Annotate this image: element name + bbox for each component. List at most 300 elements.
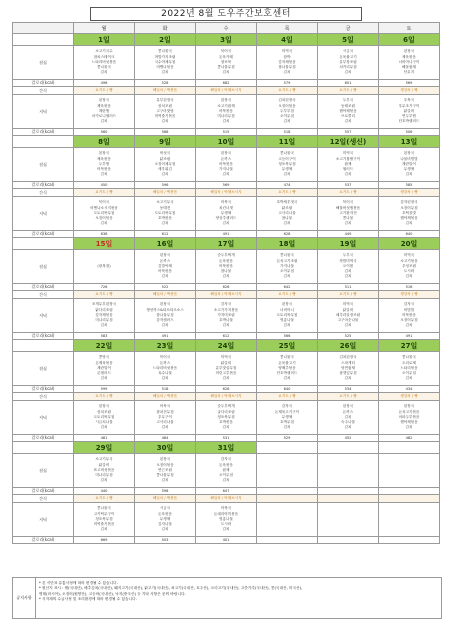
kcal-cell: 522 bbox=[135, 284, 196, 291]
dinner-cell bbox=[379, 197, 440, 231]
menu-item: 김치 bbox=[405, 172, 413, 177]
menu-item: 감자샐러드 bbox=[156, 318, 174, 323]
menu-item: 참나물무침 bbox=[278, 65, 296, 70]
kcal-cell: 481 bbox=[74, 435, 135, 442]
menu-item: 미역국 bbox=[281, 49, 293, 54]
menu-item: 돈육카레 bbox=[219, 54, 233, 59]
menu-item: 김치 bbox=[161, 425, 169, 430]
snack-row bbox=[13, 189, 440, 197]
menu-item: 김치 bbox=[344, 323, 352, 328]
kcal-cell: 449 bbox=[318, 231, 379, 238]
menu-item: 콩탕국 bbox=[98, 355, 110, 360]
menu-item: 김치 bbox=[405, 323, 413, 328]
menu-item: 스파게티 bbox=[341, 360, 355, 365]
menu-item: 북어국 bbox=[342, 200, 354, 205]
menu-item: 햄야채볶음 bbox=[400, 216, 418, 221]
date-cell: 11일 bbox=[257, 136, 318, 148]
menu-item: 연근조림 bbox=[158, 467, 172, 472]
menu-item: 제육볶음 bbox=[97, 103, 111, 108]
dinner-cell bbox=[379, 95, 440, 129]
kcal-cell: 534 bbox=[318, 386, 379, 393]
menu-item: 김치 bbox=[100, 425, 108, 430]
kcal-cell bbox=[318, 537, 379, 544]
menu-item: 생선까스&타르타르소스 bbox=[146, 307, 184, 312]
menu-item: 오징어볶음 bbox=[95, 216, 113, 221]
lunch-label: 점심 bbox=[13, 352, 74, 386]
menu-item: 계란찜 bbox=[98, 108, 110, 113]
menu-item: 치킨너겟 bbox=[219, 205, 233, 210]
date-row-label bbox=[13, 34, 74, 46]
menu-item: 돈데리야끼볶음 bbox=[213, 511, 239, 516]
menu-item: 김치 bbox=[405, 425, 413, 430]
menu-item: 된장국 bbox=[159, 302, 171, 307]
date-cell: 8일 bbox=[74, 136, 135, 148]
menu-item: 콘샐러드 bbox=[97, 371, 111, 376]
kcal-cell: 506 bbox=[379, 129, 440, 136]
dinner-cell bbox=[257, 299, 318, 333]
kcal-cell: 518 bbox=[135, 386, 196, 393]
snack-cell: 해일차 / 떡볶음 bbox=[135, 87, 196, 95]
menu-item: 미나리무침 bbox=[95, 318, 113, 323]
kcal-label: 칼로리(kcal) bbox=[13, 284, 74, 291]
menu-item: 고기완자전 bbox=[339, 210, 357, 215]
menu-item: 김치된장국 bbox=[278, 98, 296, 103]
kcal-cell: 537 bbox=[318, 182, 379, 189]
menu-item: 김치 bbox=[100, 527, 108, 532]
snack-label: 간식 bbox=[13, 87, 74, 95]
menu-item: 착밥가지조림 bbox=[154, 54, 176, 59]
menu-item: 삼치조림 bbox=[158, 103, 172, 108]
date-cell: 30일 bbox=[135, 442, 196, 454]
menu-item: 김치 bbox=[283, 425, 291, 430]
kcal-cell: 491 bbox=[135, 333, 196, 340]
snack-label: 간식 bbox=[13, 291, 74, 299]
lunch-label: 점심 bbox=[13, 454, 74, 488]
menu-item: 굴다리조림 bbox=[217, 409, 235, 414]
menu-item: 유부맛살무침 bbox=[215, 365, 237, 370]
kcal-label: 칼로리(kcal) bbox=[13, 231, 74, 238]
menu-item: 김치 bbox=[100, 221, 108, 226]
day-header-row bbox=[13, 23, 440, 34]
menu-item: 닭갈비 bbox=[220, 360, 232, 365]
header-blank bbox=[13, 23, 74, 34]
date-row-label bbox=[13, 442, 74, 454]
menu-item: 해물잡채 bbox=[402, 65, 416, 70]
kcal-cell bbox=[379, 537, 440, 544]
menu-item: 계란말이 bbox=[97, 365, 111, 370]
menu-item: 영롱나물 bbox=[280, 318, 294, 323]
snack-row bbox=[13, 87, 440, 95]
kcal-cell: 482 bbox=[379, 435, 440, 442]
menu-item: 김치 bbox=[222, 221, 230, 226]
menu-item: 닭다리조림 bbox=[95, 307, 113, 312]
dinner-label: 저녁 bbox=[13, 299, 74, 333]
snack-cell: 해일차 / 떡볶음 bbox=[135, 189, 196, 197]
kcal-cell: 640 bbox=[379, 231, 440, 238]
menu-item: 콩나물국 bbox=[280, 253, 294, 258]
menu-item: 미역국 bbox=[220, 355, 232, 360]
menu-item: 콩나물무침 bbox=[156, 473, 174, 478]
lunch-cell bbox=[379, 352, 440, 386]
lunch-cell bbox=[257, 352, 318, 386]
menu-item: 시금국 bbox=[159, 506, 171, 511]
dinner-row bbox=[13, 95, 440, 129]
kcal-row bbox=[13, 333, 440, 340]
menu-item: 어린고추볶음 bbox=[215, 371, 237, 376]
menu-item: 햄야채볶음 bbox=[339, 108, 357, 113]
menu-item: 시금치나물 bbox=[95, 420, 113, 425]
dinner-cell bbox=[196, 503, 257, 537]
dinner-cell bbox=[74, 503, 135, 537]
menu-item: 연두부찜 bbox=[402, 114, 416, 119]
date-cell: 19일 bbox=[318, 238, 379, 250]
date-row bbox=[13, 442, 440, 454]
menu-item: 된장국 bbox=[403, 49, 415, 54]
menu-item: 김치 bbox=[283, 221, 291, 226]
menu-item: 된장국 bbox=[98, 98, 110, 103]
menu-item: 김치 bbox=[222, 478, 230, 483]
menu-item: 숙주나물 bbox=[341, 420, 355, 425]
menu-item: 무생채 bbox=[403, 167, 415, 172]
dinner-cell bbox=[135, 299, 196, 333]
menu-item: 호박볶음 bbox=[158, 216, 172, 221]
menu-item: 동태조림 bbox=[341, 103, 355, 108]
day-header: 토 bbox=[379, 23, 440, 34]
lunch-cell bbox=[196, 46, 257, 80]
date-row-label bbox=[13, 238, 74, 250]
menu-item: 돈까스 bbox=[220, 156, 232, 161]
menu-item: 감자국 bbox=[220, 302, 232, 307]
kcal-label: 칼로리(kcal) bbox=[13, 386, 74, 393]
menu-item: 두부찜 bbox=[98, 161, 110, 166]
menu-item: 고등어구이 bbox=[278, 156, 296, 161]
dinner-label: 저녁 bbox=[13, 503, 74, 537]
date-cell bbox=[318, 442, 379, 454]
menu-item: 어묵볶음 bbox=[219, 263, 233, 268]
lunch-label: 점심 bbox=[13, 250, 74, 284]
menu-item: 시금국 bbox=[342, 49, 354, 54]
menu-item: 소고기가지볶음 bbox=[213, 307, 239, 312]
menu-item: 닭조림 bbox=[159, 156, 171, 161]
lunch-cell bbox=[74, 454, 135, 488]
kcal-cell: 484 bbox=[135, 435, 196, 442]
snack-cell: 해일차 / 떡볶음 bbox=[135, 291, 196, 299]
menu-item: 오징어볶음 bbox=[156, 462, 174, 467]
lunch-cell bbox=[318, 454, 379, 488]
menu-item: 샐러드 bbox=[342, 167, 354, 172]
snack-cell: 요거트 / 빵 bbox=[318, 393, 379, 401]
lunch-row bbox=[13, 454, 440, 488]
menu-item: 김치 bbox=[161, 478, 169, 483]
date-cell: 25일 bbox=[257, 340, 318, 352]
menu-item: 메추리알장조림 bbox=[335, 312, 361, 317]
kcal-cell: 599 bbox=[74, 386, 135, 393]
kcal-label: 칼로리(kcal) bbox=[13, 537, 74, 544]
menu-item: 김치 bbox=[283, 70, 291, 75]
menu-item: 콩나물국 bbox=[402, 355, 416, 360]
kcal-cell: 636 bbox=[74, 231, 135, 238]
lunch-row bbox=[13, 46, 440, 80]
kcal-cell: 626 bbox=[196, 284, 257, 291]
kcal-row bbox=[13, 80, 440, 87]
menu-item: 소고기국수 bbox=[95, 49, 113, 54]
dinner-cell bbox=[196, 299, 257, 333]
menu-item: 참나물 bbox=[220, 269, 232, 274]
menu-item: 김치 bbox=[100, 70, 108, 75]
kcal-cell: 503 bbox=[135, 537, 196, 544]
dinner-label: 저녁 bbox=[13, 197, 74, 231]
day-header: 월 bbox=[74, 23, 135, 34]
menu-item: 콩나물 bbox=[342, 216, 354, 221]
menu-item: 도토리묵무침 bbox=[154, 210, 176, 215]
snack-cell: 요거트 / 빵 bbox=[257, 393, 318, 401]
menu-item: 무생채 bbox=[281, 414, 293, 419]
menu-item: 김치 bbox=[222, 119, 230, 124]
menu-item: 콩나물국 bbox=[97, 65, 111, 70]
menu-item: 청포묵무침 bbox=[95, 516, 113, 521]
snack-cell: 해일차 / 떡볶음 bbox=[135, 495, 196, 503]
menu-item: 돈육불고기 bbox=[278, 360, 296, 365]
menu-item: 가지나물 bbox=[219, 167, 233, 172]
menu-item: 제육볶음 bbox=[402, 54, 416, 59]
menu-item: 된장국 bbox=[281, 302, 293, 307]
menu-item: 양배추볶음 bbox=[278, 365, 296, 370]
lunch-cell bbox=[379, 454, 440, 488]
menu-item: 너비아니 bbox=[280, 307, 294, 312]
note-line: * 원산지 표시 : 쌀(국내산), 배추김치(국내산), 돼지고기(국내산), 닭고기(국내산), 쇠고기(국내산, 호주산), 오리고기(국내산), 고춧가루(국내산), 콩(국내산, 미국산), bbox=[39, 586, 303, 591]
dinner-cell bbox=[379, 401, 440, 435]
date-cell: 29일 bbox=[74, 442, 135, 454]
menu-item: 닭갈비 bbox=[403, 108, 415, 113]
lunch-cell bbox=[318, 250, 379, 284]
menu-item: 소고기볶음 bbox=[400, 258, 418, 263]
kcal-cell: 640 bbox=[257, 386, 318, 393]
lunch-cell bbox=[135, 454, 196, 488]
date-cell: 15일 bbox=[74, 238, 135, 250]
menu-item: 미역국 bbox=[403, 253, 415, 258]
menu-item: 오이롤 bbox=[342, 263, 354, 268]
kcal-cell: 560 bbox=[74, 129, 135, 136]
dinner-row bbox=[13, 401, 440, 435]
kcal-label: 칼로리(kcal) bbox=[13, 80, 74, 87]
date-cell bbox=[257, 442, 318, 454]
dinner-cell bbox=[257, 197, 318, 231]
lunch-cell bbox=[74, 250, 135, 284]
menu-item: 무생채 bbox=[220, 210, 232, 215]
menu-item: 비빔밥 bbox=[403, 307, 415, 312]
menu-item: 김치 bbox=[100, 119, 108, 124]
menu-item: 김치 bbox=[100, 323, 108, 328]
menu-item: 순두부찌개 bbox=[217, 253, 235, 258]
kcal-cell: 628 bbox=[257, 231, 318, 238]
menu-item: 김치 bbox=[344, 70, 352, 75]
kcal-cell: 596 bbox=[135, 182, 196, 189]
menu-item: 느타리버섯볶음 bbox=[91, 59, 117, 64]
menu-item: 감자국 bbox=[403, 302, 415, 307]
kcal-cell: 528 bbox=[135, 80, 196, 87]
menu-item: 착밥미역국 bbox=[339, 258, 357, 263]
menu-item: 미역국 bbox=[342, 302, 354, 307]
menu-item: 된장국 bbox=[220, 151, 232, 156]
kcal-cell: 612 bbox=[196, 333, 257, 340]
snack-cell bbox=[379, 495, 440, 503]
kcal-cell: 518 bbox=[257, 129, 318, 136]
menu-item: 김치 bbox=[344, 119, 352, 124]
menu-item: 김치 bbox=[344, 425, 352, 430]
menu-item: 북어국 bbox=[159, 355, 171, 360]
dinner-row bbox=[13, 299, 440, 333]
snack-cell: 생강차 / 빵 bbox=[379, 87, 440, 95]
menu-item: 김치 bbox=[405, 221, 413, 226]
date-cell: 20일 bbox=[379, 238, 440, 250]
kcal-cell: 569 bbox=[379, 80, 440, 87]
menu-item: 김치 bbox=[222, 527, 230, 532]
menu-item: 오징어무침 bbox=[400, 205, 418, 210]
menu-item: 옥수나물 bbox=[158, 371, 172, 376]
lunch-cell bbox=[196, 148, 257, 182]
snack-cell: 요거트 / 빵 bbox=[257, 87, 318, 95]
kcal-cell: 440 bbox=[74, 488, 135, 495]
kcal-row bbox=[13, 488, 440, 495]
menu-item: 닭갈비 bbox=[98, 462, 110, 467]
snack-cell: 해일차 / 야채소시지 bbox=[196, 189, 257, 197]
kcal-row bbox=[13, 537, 440, 544]
date-cell: 22일 bbox=[74, 340, 135, 352]
kcal-cell: 516 bbox=[379, 284, 440, 291]
dinner-cell bbox=[379, 503, 440, 537]
snack-cell: 해일차 / 야채소시지 bbox=[196, 495, 257, 503]
menu-item: 유부장조림 bbox=[339, 59, 357, 64]
date-cell: 17일 bbox=[196, 238, 257, 250]
note-line: * 본 식단표 유통사정에 따라 변경될 수 있습니다. bbox=[39, 581, 118, 585]
menu-item: 나물비빔밥 bbox=[400, 156, 418, 161]
menu-item: 콩나물국 bbox=[97, 506, 111, 511]
snack-cell bbox=[257, 495, 318, 503]
menu-item: 어묵국 bbox=[220, 200, 232, 205]
date-cell: 18일 bbox=[257, 238, 318, 250]
menu-item: 된장국 bbox=[403, 151, 415, 156]
kcal-cell: 579 bbox=[257, 80, 318, 87]
menu-item: 김자나물 bbox=[158, 522, 172, 527]
snack-cell: 요거트 / 빵 bbox=[318, 189, 379, 197]
snack-cell: 해일차 / 야채소시지 bbox=[196, 87, 257, 95]
menu-item: 어묵볶음 bbox=[219, 108, 233, 113]
dinner-cell bbox=[74, 299, 135, 333]
dinner-label: 저녁 bbox=[13, 95, 74, 129]
lunch-cell bbox=[257, 148, 318, 182]
menu-item: 김치 bbox=[161, 274, 169, 279]
dinner-cell bbox=[257, 95, 318, 129]
menu-item: 새우튀김 bbox=[158, 167, 172, 172]
lunch-cell bbox=[135, 46, 196, 80]
notes-label: 공지사항 bbox=[13, 578, 36, 618]
menu-item: 호박무침 bbox=[280, 420, 294, 425]
menu-item: 도토리묵무침 bbox=[93, 210, 115, 215]
menu-item: 브로콜리 bbox=[341, 114, 355, 119]
menu-item: 어묵볶음 bbox=[97, 167, 111, 172]
kcal-cell: 583 bbox=[74, 333, 135, 340]
menu-item: 된장국 bbox=[220, 98, 232, 103]
menu-item: 김치 bbox=[283, 323, 291, 328]
menu-item: 청포묵무침 bbox=[278, 161, 296, 166]
menu-item: 삼치조림 bbox=[97, 409, 111, 414]
day-header: 화 bbox=[135, 23, 196, 34]
menu-item: 김치 bbox=[344, 274, 352, 279]
snack-cell: 요거트 / 빵 bbox=[74, 393, 135, 401]
menu-item: 참치스테이크 bbox=[93, 54, 115, 59]
menu-item: 닭갈비 bbox=[342, 307, 354, 312]
menu-item: 어묵국 bbox=[159, 404, 171, 409]
dinner-cell bbox=[196, 95, 257, 129]
menu-item: 김치 bbox=[283, 172, 291, 177]
snack-cell: 생강차 / 빵 bbox=[379, 393, 440, 401]
dinner-cell bbox=[257, 401, 318, 435]
kcal-cell: 669 bbox=[74, 537, 135, 544]
menu-item: 된장국 bbox=[342, 404, 354, 409]
menu-item: (광복절) bbox=[97, 263, 111, 268]
menu-item: 된장국 bbox=[403, 404, 415, 409]
kcal-cell: 531 bbox=[196, 435, 257, 442]
dinner-cell bbox=[74, 197, 135, 231]
kcal-cell bbox=[257, 537, 318, 544]
kcal-cell: 647 bbox=[196, 488, 257, 495]
snack-label: 간식 bbox=[13, 495, 74, 503]
kcal-label: 칼로리(kcal) bbox=[13, 333, 74, 340]
kcal-cell: 612 bbox=[135, 231, 196, 238]
menu-item: 북어국 bbox=[98, 200, 110, 205]
menu-item: 버섯국 bbox=[159, 151, 171, 156]
menu-item: 김치 bbox=[161, 323, 169, 328]
menu-item: 콩나물무침 bbox=[217, 65, 235, 70]
menu-item: 된장국 bbox=[159, 253, 171, 258]
dinner-cell bbox=[196, 401, 257, 435]
menu-item: 고사리나물 bbox=[278, 210, 296, 215]
menu-item: 호박나물 bbox=[219, 318, 233, 323]
kcal-row bbox=[13, 129, 440, 136]
menu-item: 당면잡채 bbox=[341, 365, 355, 370]
lunch-cell bbox=[318, 46, 379, 80]
date-cell: 10일 bbox=[196, 136, 257, 148]
menu-item: 돈육고기조림 bbox=[276, 258, 298, 263]
date-cell: 26일 bbox=[318, 340, 379, 352]
menu-item: 김치 bbox=[405, 376, 413, 381]
snack-row bbox=[13, 393, 440, 401]
kcal-cell: 601 bbox=[318, 80, 379, 87]
menu-item: 도토리묵무침 bbox=[93, 414, 115, 419]
lunch-cell bbox=[196, 352, 257, 386]
date-cell: 5일 bbox=[318, 34, 379, 46]
menu-item: 소고기잡채 bbox=[217, 103, 235, 108]
menu-item: 호떡꿀맛 bbox=[402, 210, 416, 215]
date-cell: 12일(생신) bbox=[318, 136, 379, 148]
menu-item: 김치 bbox=[283, 119, 291, 124]
menu-item: 김치 bbox=[161, 221, 169, 226]
dinner-cell bbox=[74, 95, 135, 129]
lunch-cell bbox=[379, 250, 440, 284]
menu-item: 오징어볶음 bbox=[278, 103, 296, 108]
menu-item: 김치 bbox=[222, 425, 230, 430]
menu-item: 김치 bbox=[161, 70, 169, 75]
kcal-cell: 569 bbox=[196, 182, 257, 189]
menu-item: 단무지 bbox=[403, 70, 415, 75]
menu-item: 소고기무국 bbox=[95, 457, 113, 462]
menu-item: 우엉조림 bbox=[402, 263, 416, 268]
kcal-cell: 515 bbox=[196, 129, 257, 136]
menu-item: 소고기찹쌀구이 bbox=[335, 156, 361, 161]
date-row bbox=[13, 340, 440, 352]
kcal-cell: 598 bbox=[135, 488, 196, 495]
menu-item: 도시락 bbox=[403, 269, 415, 274]
